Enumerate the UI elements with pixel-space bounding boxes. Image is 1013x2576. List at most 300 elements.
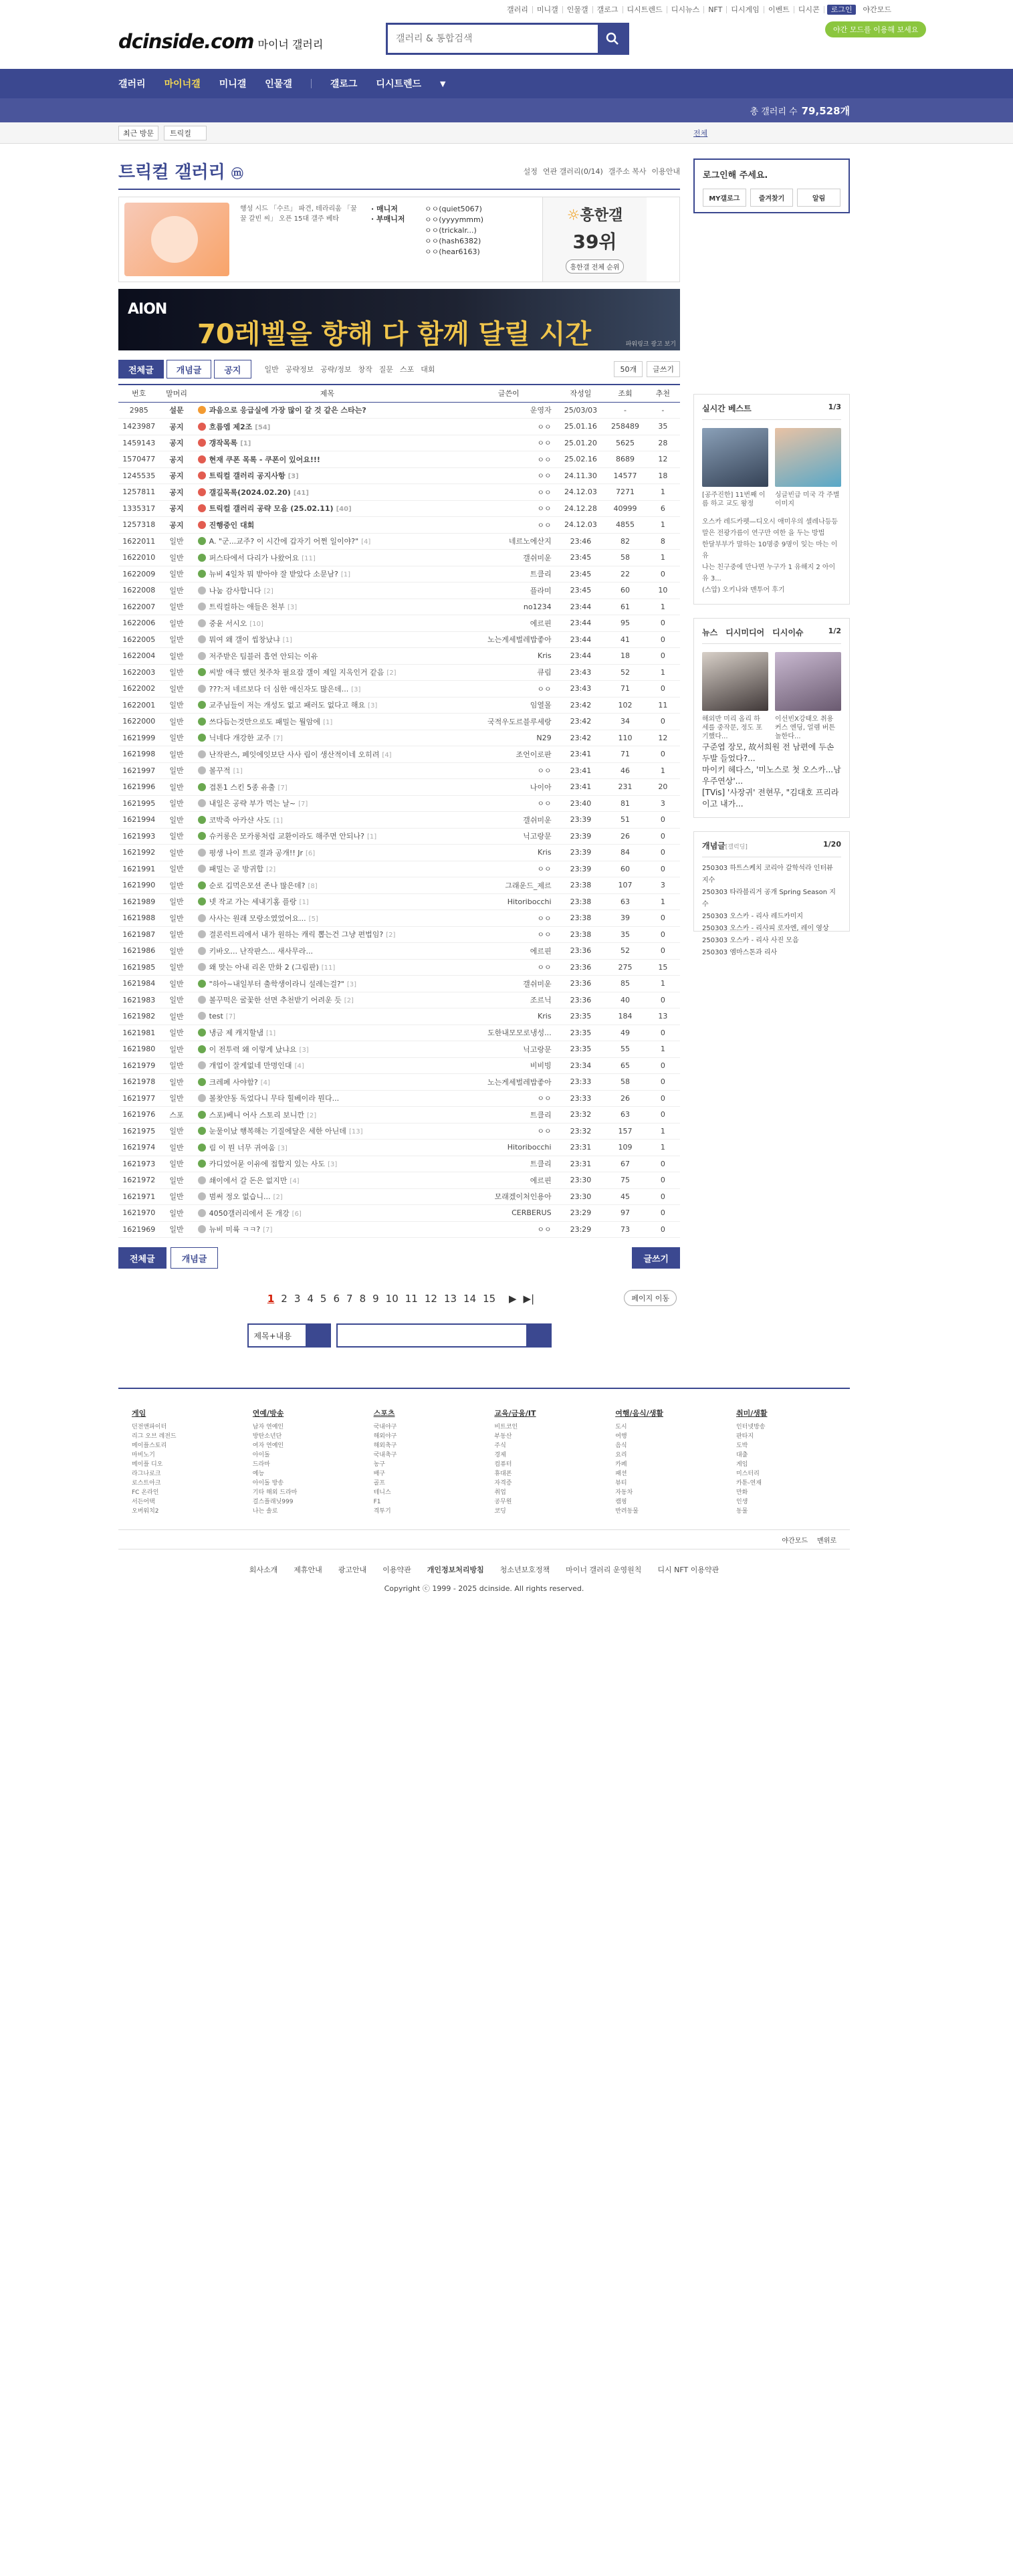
nav-item[interactable]: 미니갤 (219, 79, 247, 90)
post-subject[interactable] (194, 893, 461, 910)
concept-page[interactable]: 1/20 (823, 840, 841, 849)
footer-link[interactable]: 인터넷방송 (736, 1424, 766, 1430)
page-number[interactable]: 11 (405, 1293, 418, 1305)
reply-count[interactable]: [2] (344, 997, 354, 1005)
table-row[interactable] (118, 582, 680, 599)
post-writer[interactable]: CERBERUS (461, 1205, 556, 1222)
footer-link[interactable]: 카툰-연재 (736, 1480, 762, 1487)
post-writer[interactable]: ㅇㅇ (461, 926, 556, 943)
post-subject[interactable] (194, 1140, 461, 1156)
footer-link[interactable]: 도시 (615, 1424, 627, 1430)
table-row[interactable] (118, 1140, 680, 1156)
post-title[interactable]: 순로 깁먹은모션 존나 많은데? (209, 881, 306, 890)
footer-link[interactable]: 골프 (373, 1480, 385, 1487)
page-number[interactable]: 14 (463, 1293, 477, 1305)
news-item[interactable]: 마이키 헤다스, '미노스로 첫 오스카...남우주연상'... (702, 765, 841, 786)
sub-manager-name[interactable]: ㅇㅇ(trickalr...) (425, 226, 477, 235)
post-writer[interactable]: Hitoribocchi (461, 893, 556, 910)
footer-policy-link[interactable]: 개인정보처리방침 (427, 1566, 484, 1574)
recent-visit-item[interactable]: 트릭컬 (164, 126, 207, 140)
post-title[interactable]: 쇄이에서 갈 돈은 없지만 (209, 1176, 288, 1185)
table-row[interactable] (118, 1172, 680, 1189)
post-subject[interactable] (194, 550, 461, 566)
post-writer[interactable]: 큐림 (461, 664, 556, 681)
reply-count[interactable]: [6] (306, 849, 316, 857)
post-writer[interactable]: 갤쉬미운 (461, 550, 556, 566)
post-writer[interactable]: 조르닉 (461, 992, 556, 1008)
post-subject[interactable] (194, 648, 461, 665)
post-subject[interactable] (194, 1172, 461, 1189)
table-row[interactable] (118, 1008, 680, 1025)
nav-item[interactable]: 디시트렌드 (376, 79, 422, 90)
head-filter[interactable]: 창작 (358, 365, 372, 374)
post-writer[interactable]: 국적우도르블루세랑 (461, 714, 556, 730)
footer-link[interactable]: 여행 (615, 1433, 627, 1440)
reply-count[interactable]: [5] (308, 915, 318, 923)
post-title[interactable]: 왜 맞는 아내 리온 만화 2 (그림판) (209, 963, 319, 972)
footer-policy-link[interactable]: 회사소개 (249, 1566, 278, 1574)
post-writer[interactable]: 임열몰 (461, 697, 556, 714)
nav-item[interactable]: 인물갤 (265, 79, 292, 90)
head-filter[interactable]: 공략정보 (285, 365, 314, 374)
all-posts-button[interactable]: 전체글 (118, 1247, 166, 1269)
reply-count[interactable]: [3] (328, 1161, 338, 1169)
post-writer[interactable]: 운영자 (461, 402, 556, 419)
footer-policy-link[interactable]: 이용약관 (382, 1566, 411, 1574)
post-title[interactable]: 트릭컬 갤러리 공략 모음 (25.02.11) (209, 504, 334, 514)
reply-count[interactable]: [2] (266, 866, 276, 874)
reply-count[interactable]: [3] (351, 685, 361, 693)
reply-count[interactable]: [7] (263, 1226, 273, 1235)
post-subject[interactable] (194, 1205, 461, 1222)
post-title[interactable]: 트릭컬 갤러리 공지사항 (209, 471, 286, 481)
post-title[interactable]: 크레페 사야함? (209, 1077, 258, 1087)
footer-link[interactable]: F1 (373, 1499, 381, 1505)
post-title[interactable]: 림 이 뭔 너무 귀여움 (209, 1143, 275, 1152)
post-writer[interactable]: 도한내모모로냉성... (461, 1025, 556, 1041)
footer-link[interactable]: 마비노기 (132, 1452, 155, 1459)
table-row[interactable] (118, 467, 680, 484)
page-number[interactable]: 8 (359, 1293, 366, 1305)
post-title[interactable]: 갤길목록(2024.02.20) (209, 488, 291, 497)
post-title[interactable]: test (209, 1012, 223, 1021)
post-writer[interactable]: 노는게세벌레밥좋아 (461, 631, 556, 648)
table-row[interactable] (118, 1188, 680, 1205)
top-link[interactable]: 갤러리 (503, 6, 533, 13)
post-subject[interactable] (194, 517, 461, 534)
page-number[interactable]: 12 (424, 1293, 437, 1305)
page-number[interactable]: 15 (483, 1293, 496, 1305)
table-row[interactable] (118, 828, 680, 845)
post-writer[interactable]: 에르핀 (461, 1172, 556, 1189)
post-title[interactable]: 넷 작교 가는 세내기홈 플랑 (209, 897, 297, 907)
bottom-write-button[interactable]: 글쓰기 (632, 1247, 680, 1269)
tab-notice[interactable]: 공지 (214, 360, 251, 379)
post-writer[interactable]: ㅇㅇ (461, 419, 556, 435)
footer-link[interactable]: 게임 (736, 1461, 748, 1468)
post-title[interactable]: 볼찾얀동 독었다니 무타 힐베이라 뭔다... (209, 1094, 340, 1103)
post-subject[interactable] (194, 582, 461, 599)
post-writer[interactable]: 나이아 (461, 779, 556, 796)
table-row[interactable] (118, 566, 680, 582)
post-title[interactable]: 코박죽 아카샨 사도 (209, 815, 271, 825)
reply-count[interactable]: [1] (273, 817, 283, 825)
footer-link[interactable]: 카페 (615, 1461, 627, 1468)
reply-count[interactable]: [3] (368, 702, 378, 710)
footer-link[interactable]: 로스트아크 (132, 1480, 161, 1487)
realtime-item[interactable]: 나는 친구중에 만나면 누구가 1 유해지 2 아이유 3... (702, 564, 836, 582)
top-link[interactable]: 인물갤 (563, 6, 593, 13)
post-subject[interactable] (194, 976, 461, 992)
post-writer[interactable]: 노는게세벌레밥좋아 (461, 1074, 556, 1091)
post-title[interactable]: 볼꾸떡은 굴꽃한 선면 추천받기 어려운 듯 (209, 996, 342, 1005)
post-subject[interactable] (194, 926, 461, 943)
top-link[interactable]: 이벤트 (764, 6, 794, 13)
table-row[interactable] (118, 435, 680, 451)
concept-item[interactable]: 250303 엠마스톤과 리사 (702, 949, 778, 956)
table-row[interactable] (118, 910, 680, 927)
tab-all[interactable]: 전체글 (118, 360, 164, 379)
post-subject[interactable] (194, 1188, 461, 1205)
top-link[interactable]: 디시뉴스 (667, 6, 705, 13)
reply-count[interactable]: [7] (277, 784, 288, 792)
post-title[interactable]: 뭐여 왜 갤이 씹창났냐 (209, 635, 280, 645)
post-title[interactable]: 나눔 감사합니다 (209, 586, 261, 595)
reply-count[interactable]: [4] (382, 751, 392, 759)
post-writer[interactable]: 트클리 (461, 1107, 556, 1123)
top-link[interactable]: 야간모드 (863, 5, 891, 14)
bottom-search-input[interactable] (336, 1323, 552, 1348)
post-subject[interactable] (194, 1156, 461, 1172)
reply-count[interactable]: [1] (323, 718, 333, 726)
realtime-thumb[interactable] (775, 428, 841, 487)
table-row[interactable] (118, 861, 680, 877)
next-icon[interactable]: ▶ (509, 1293, 517, 1305)
top-link[interactable]: NFT (704, 6, 727, 13)
realtime-item[interactable]: (스압) 오키나와 맨투어 후기 (702, 586, 785, 594)
news-thumb[interactable] (775, 652, 841, 711)
post-subject[interactable] (194, 451, 461, 468)
post-subject[interactable] (194, 1221, 461, 1238)
concept-item[interactable]: 250303 오스카 - 리사 레드카미지 (702, 913, 804, 920)
top-link[interactable]: 디시게임 (727, 6, 764, 13)
realtime-thumb[interactable] (702, 428, 768, 487)
post-title[interactable]: 패밀는 곧 방귀합 (209, 865, 264, 874)
post-subject[interactable] (194, 730, 461, 746)
table-row[interactable] (118, 664, 680, 681)
table-row[interactable] (118, 926, 680, 943)
footer-link[interactable]: 부동산 (494, 1433, 512, 1440)
footer-link[interactable]: 경제 (494, 1452, 506, 1459)
post-writer[interactable]: ㅇㅇ (461, 500, 556, 517)
concept-item[interactable]: 250303 오스카 - 리사 사진 모음 (702, 937, 799, 944)
realtime-page[interactable]: 1/3 (828, 403, 841, 411)
footer-link[interactable]: 드라마 (252, 1461, 270, 1468)
post-writer[interactable]: Hitoribocchi (461, 1140, 556, 1156)
reply-count[interactable]: [13] (348, 1128, 363, 1136)
news-item[interactable]: 구준엽 장모, 故서희원 전 남편에 두손두발 들었다?... (702, 742, 834, 763)
post-subject[interactable] (194, 1057, 461, 1074)
page-number[interactable]: 2 (281, 1293, 288, 1305)
table-row[interactable] (118, 762, 680, 779)
site-logo[interactable]: dcinside.com 마이너 갤러리 (118, 30, 324, 53)
footer-column-title[interactable]: 연예/방송 (252, 1409, 284, 1418)
post-title[interactable]: 뉴비 4일차 뭐 받아야 잘 받았다 소문남? (209, 570, 338, 579)
post-subject[interactable] (194, 779, 461, 796)
reply-count[interactable]: [2] (263, 587, 273, 595)
post-writer[interactable]: 트클리 (461, 566, 556, 582)
post-writer[interactable]: 갤쉬미운 (461, 976, 556, 992)
post-title[interactable]: 키바오... 난작판스... 새사무라... (209, 946, 314, 956)
table-row[interactable] (118, 893, 680, 910)
table-row[interactable] (118, 615, 680, 632)
post-subject[interactable] (194, 861, 461, 877)
post-title[interactable]: 퍼스타에서 다리가 나왔어요 (209, 553, 300, 562)
footer-policy-link[interactable]: 마이너 갤러리 운영원칙 (566, 1566, 642, 1574)
post-subject[interactable] (194, 910, 461, 927)
footer-link[interactable]: 비트코인 (494, 1424, 518, 1430)
footer-link[interactable]: 휴대폰 (494, 1471, 512, 1477)
post-subject[interactable] (194, 533, 461, 550)
news-item[interactable]: [TVis] '사장귀' 전현무, "김대호 프리라이고 내가... (702, 788, 839, 809)
post-subject[interactable] (194, 566, 461, 582)
footer-policy-link[interactable]: 광고안내 (338, 1566, 367, 1574)
post-subject[interactable] (194, 664, 461, 681)
post-writer[interactable]: ㅇㅇ (461, 910, 556, 927)
news-page[interactable]: 1/2 (828, 627, 841, 635)
concept-item[interactable]: 250303 오스카 - 리사피 로자엔, 레이 영상 (702, 925, 829, 932)
post-title[interactable]: 쓰다듬는것만으로도 패밀는 뭘암에 (209, 717, 321, 726)
post-title[interactable]: 겹톤1 스킨 5종 유출 (209, 782, 275, 792)
page-number[interactable]: 9 (372, 1293, 379, 1305)
footer-link[interactable]: 국내축구 (373, 1452, 397, 1459)
reply-count[interactable]: [41] (293, 489, 309, 497)
footer-column-title[interactable]: 교육/금융/IT (494, 1409, 536, 1418)
reply-count[interactable]: [11] (321, 964, 336, 972)
table-row[interactable] (118, 550, 680, 566)
post-writer[interactable]: ㅇㅇ (461, 435, 556, 451)
nav-item[interactable]: 갤러리 (118, 79, 146, 90)
post-writer[interactable]: ㅇㅇ (461, 762, 556, 779)
search-button[interactable] (598, 25, 627, 53)
reply-count[interactable]: [10] (249, 620, 263, 628)
post-subject[interactable] (194, 467, 461, 484)
reply-count[interactable]: [7] (273, 735, 283, 743)
post-subject[interactable] (194, 1074, 461, 1091)
reply-count[interactable]: [7] (225, 1013, 235, 1021)
news-caption[interactable]: 이선빈X강태오 취용 커스 엔딩, 얼렘 버튼 놀한다... (775, 716, 835, 740)
post-title[interactable]: 내일은 공략 부가 먹는 날~ (209, 799, 296, 809)
head-filter[interactable]: 질문 (378, 365, 394, 374)
footer-column-title[interactable]: 취미/생활 (736, 1409, 768, 1418)
post-writer[interactable]: ㅇㅇ (461, 861, 556, 877)
post-title[interactable]: 진행중인 대회 (209, 520, 255, 530)
footer-link[interactable]: 메이플스토리 (132, 1442, 167, 1449)
footer-link[interactable]: 아이돌 (252, 1452, 270, 1459)
post-writer[interactable]: 모래겠이처인용아 (461, 1188, 556, 1205)
post-subject[interactable] (194, 877, 461, 894)
post-writer[interactable]: 에르핀 (461, 943, 556, 960)
footer-link[interactable]: 방탄소년단 (252, 1433, 282, 1440)
post-title[interactable]: 볼꾸적 (209, 766, 231, 776)
post-title[interactable]: 사사는 원래 모랑소였었어요... (209, 914, 306, 923)
search-type-select[interactable]: 제목+내용 (247, 1323, 331, 1348)
table-row[interactable] (118, 648, 680, 665)
footer-link[interactable]: 여자 연예인 (252, 1442, 284, 1449)
post-subject[interactable] (194, 435, 461, 451)
footer-link[interactable]: 미스터리 (736, 1471, 760, 1477)
visit-all-link[interactable]: 전체 (693, 129, 708, 138)
footer-link[interactable]: 라그나로크 (132, 1471, 161, 1477)
post-title[interactable]: 교주님들이 저는 개성도 없고 패러도 없다고 해요 (209, 701, 366, 710)
reply-count[interactable]: [4] (290, 1177, 300, 1185)
footer-column-title[interactable]: 여행/음식/생활 (615, 1409, 663, 1418)
footer-link[interactable]: FC 온라인 (132, 1489, 159, 1496)
reply-count[interactable]: [11] (302, 554, 316, 562)
post-subject[interactable] (194, 484, 461, 501)
table-row[interactable] (118, 959, 680, 976)
ad-banner[interactable] (118, 289, 680, 350)
table-row[interactable] (118, 943, 680, 960)
footer-link[interactable]: 메이플 디오 (132, 1461, 163, 1468)
post-writer[interactable]: 트클리 (461, 1156, 556, 1172)
post-title[interactable]: 냉금 제 캐지할냄 (209, 1029, 264, 1038)
post-writer[interactable]: 갤쉬미운 (461, 812, 556, 829)
table-row[interactable] (118, 631, 680, 648)
page-number[interactable]: 1 (267, 1293, 275, 1305)
post-title[interactable]: 범써 정오 없습니... (209, 1192, 271, 1202)
page-number[interactable]: 13 (443, 1293, 457, 1305)
post-title[interactable]: 4050갤러리에서 돈 개강 (209, 1208, 290, 1218)
gallery-link[interactable]: 설정 (523, 167, 538, 176)
table-row[interactable] (118, 1057, 680, 1074)
post-subject[interactable] (194, 402, 461, 419)
table-row[interactable] (118, 1041, 680, 1058)
nav-item[interactable]: 갤로그 (330, 79, 358, 90)
post-title[interactable]: 스포)베니 어사 스토리 보니깐 (209, 1110, 304, 1119)
footer-link[interactable]: 예능 (252, 1471, 265, 1477)
table-row[interactable] (118, 1025, 680, 1041)
manager-name[interactable]: ㅇㅇ(quiet5067) (425, 205, 482, 213)
post-writer[interactable]: no1234 (461, 599, 556, 615)
page-number[interactable]: 5 (320, 1293, 327, 1305)
tab-dc-media[interactable]: 디시미디어 (725, 628, 765, 637)
page-number[interactable]: 10 (385, 1293, 399, 1305)
post-title[interactable]: 카디었어뮨 이유에 접합지 있는 사도 (209, 1160, 326, 1169)
footer-link[interactable]: 인생 (736, 1499, 748, 1505)
post-title[interactable]: 흐름엠 제2조 (209, 422, 253, 431)
post-writer[interactable]: 닉고랑문 (461, 828, 556, 845)
post-title[interactable]: 저주받은 팀블러 흡연 안되는 이유 (209, 651, 318, 661)
reply-count[interactable]: [1] (233, 768, 243, 776)
post-writer[interactable]: 조언이로판 (461, 746, 556, 763)
footer-link[interactable]: 취업 (494, 1489, 506, 1496)
table-row[interactable] (118, 877, 680, 894)
post-title[interactable]: A. "군...교주? 이 시간에 갑자기 어쩐 일이야?" (209, 537, 359, 546)
search-input[interactable] (388, 25, 598, 53)
post-subject[interactable] (194, 500, 461, 517)
post-title[interactable]: 이 전투력 왜 이렇게 났냐요 (209, 1045, 297, 1054)
concept-item[interactable]: 250303 타라블리거 공개 Spring Season 지수 (702, 889, 836, 908)
concept-item[interactable]: 250303 하트스케치 코리아 갈학석라 인터뷰 지수 (702, 865, 833, 884)
reply-count[interactable]: [1] (299, 899, 309, 907)
post-subject[interactable] (194, 1041, 461, 1058)
post-subject[interactable] (194, 812, 461, 829)
news-caption[interactable]: 해외반 미리 올리 하 세를 중작문, 정도 포기했다... (702, 716, 762, 740)
post-writer[interactable]: 닉고랑문 (461, 1041, 556, 1058)
login-quick-button[interactable]: MY갤로그 (703, 189, 746, 207)
footer-policy-link[interactable]: 제휴안내 (294, 1566, 322, 1574)
post-subject[interactable] (194, 746, 461, 763)
table-row[interactable] (118, 795, 680, 812)
post-title[interactable]: 결론럭트리에서 내가 원하는 캐릭 뽑는건 그냥 편법임? (209, 930, 384, 940)
reply-count[interactable]: [2] (273, 1194, 283, 1202)
post-subject[interactable] (194, 1107, 461, 1123)
best-posts-button[interactable]: 개념글 (171, 1247, 219, 1269)
reply-count[interactable]: [6] (292, 1210, 302, 1218)
tab-dc-issue[interactable]: 디시이슈 (772, 628, 804, 637)
sub-manager-name[interactable]: ㅇㅇ(hash6382) (425, 237, 481, 245)
table-row[interactable] (118, 779, 680, 796)
footer-link[interactable]: 걸스플래닛999 (252, 1499, 294, 1505)
post-writer[interactable]: N29 (461, 730, 556, 746)
post-title[interactable]: 평생 나이 트로 결과 공개!! Jr (209, 848, 303, 857)
footer-link[interactable]: 배구 (373, 1471, 385, 1477)
table-row[interactable] (118, 730, 680, 746)
post-title[interactable]: ???:저 네르보다 더 심한 애신자도 많은데... (209, 684, 349, 693)
sub-manager-name[interactable]: ㅇㅇ(yyyymmm) (425, 215, 484, 224)
gallery-link[interactable]: 갤주소 복사 (608, 167, 647, 176)
night-mode-toggle[interactable]: 야간모드 (782, 1537, 808, 1545)
table-row[interactable] (118, 484, 680, 501)
post-writer[interactable]: ㅇㅇ (461, 451, 556, 468)
chevron-down-icon[interactable]: ▼ (440, 79, 446, 88)
reply-count[interactable]: [3] (277, 1144, 288, 1152)
head-filter[interactable]: 스포 (400, 365, 415, 374)
reply-count[interactable]: [3] (346, 980, 357, 988)
reply-count[interactable]: [4] (361, 538, 371, 546)
reply-count[interactable]: [1] (367, 833, 377, 841)
footer-link[interactable]: 패션 (615, 1471, 627, 1477)
table-row[interactable] (118, 451, 680, 468)
top-link[interactable]: 미니갤 (533, 6, 563, 13)
nav-item[interactable]: 마이너갤 (164, 79, 201, 90)
reply-count[interactable]: [7] (298, 800, 308, 809)
table-row[interactable] (118, 1090, 680, 1107)
head-filter[interactable]: 대회 (421, 365, 435, 374)
reply-count[interactable]: [54] (255, 423, 271, 431)
table-row[interactable] (118, 992, 680, 1008)
post-title[interactable]: 난작판스, 페잇에잇보단 사사 림이 생산적이네 오히려 (209, 750, 380, 759)
post-subject[interactable] (194, 714, 461, 730)
footer-link[interactable]: 서든어택 (132, 1499, 155, 1505)
reply-count[interactable]: [8] (308, 882, 318, 890)
table-row[interactable] (118, 1205, 680, 1222)
top-link[interactable]: 로그인 (827, 5, 857, 15)
reply-count[interactable]: [1] (266, 1030, 276, 1038)
table-row[interactable] (118, 1074, 680, 1091)
reply-count[interactable]: [2] (386, 669, 397, 677)
post-subject[interactable] (194, 681, 461, 697)
footer-link[interactable]: 자동차 (615, 1489, 633, 1496)
footer-link[interactable]: 국내야구 (373, 1424, 397, 1430)
post-title[interactable]: 갱작목록 (209, 439, 238, 448)
footer-link[interactable]: 리그 오브 레전드 (132, 1433, 177, 1440)
realtime-item[interactable]: 한달부부가 말하는 10명중 9명이 잊는 마는 이유 (702, 541, 838, 560)
table-row[interactable] (118, 714, 680, 730)
table-row[interactable] (118, 402, 680, 419)
footer-policy-link[interactable]: 디시 NFT 이용약관 (657, 1566, 719, 1574)
